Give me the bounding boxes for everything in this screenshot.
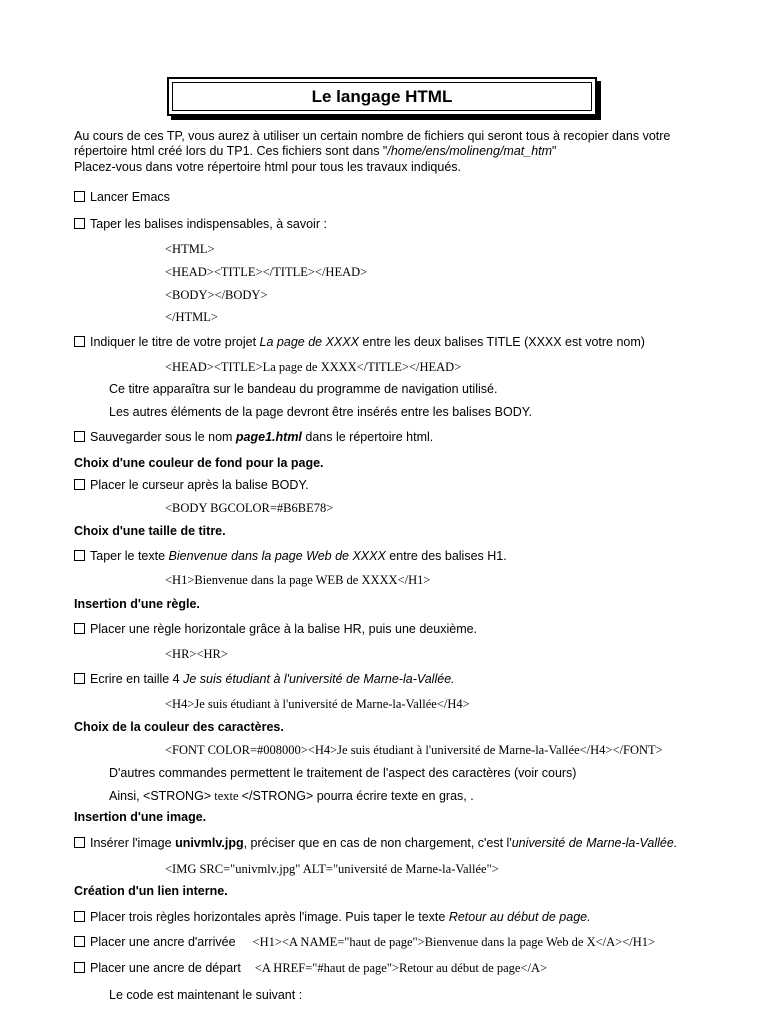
- step-save: [74, 430, 433, 445]
- checkbox-icon: [74, 218, 85, 229]
- step-emphasis: Je suis étudiant à l'université de Marne-la-Vallée.: [183, 672, 455, 686]
- step-text: Placer le curseur après la balise BODY.: [90, 478, 309, 492]
- checkbox-icon: [74, 550, 85, 561]
- section-heading: Choix d'une couleur de fond pour la page.: [74, 456, 324, 470]
- checkbox-icon: [74, 837, 85, 848]
- code-line: <BODY></BODY>: [165, 288, 268, 302]
- checkbox-icon: [74, 911, 85, 922]
- step-anchor-departure: [74, 961, 547, 976]
- step-text: Placer une ancre d'arrivée: [90, 935, 236, 949]
- step-text: dans le répertoire html.: [301, 430, 434, 444]
- step-emphasis: Retour au début de page.: [448, 910, 591, 924]
- step-emphasis: université de Marne-la-Vallée.: [511, 836, 678, 850]
- title-box: [167, 77, 597, 116]
- section-heading: Choix de la couleur des caractères.: [74, 720, 284, 734]
- step-title: [74, 335, 645, 350]
- step-text: Ecrire en taille 4: [90, 672, 184, 686]
- filename: univmlv.jpg: [175, 836, 244, 850]
- step-type-tags: [74, 217, 327, 232]
- checkbox-icon: [74, 623, 85, 634]
- intro-quote: ": [552, 144, 557, 158]
- intro-line-2: [74, 144, 556, 159]
- step-note: Ce titre apparaîtra sur le bandeau du programme de navigation utilisé.: [109, 382, 498, 396]
- step-write-size4: [74, 672, 455, 687]
- step-note: D'autres commandes permettent le traitement de l'aspect des caractères (voir cours): [109, 766, 577, 780]
- step-text: Placer trois règles horizontales après l'image. Puis taper le texte: [90, 910, 449, 924]
- page-title: Le langage HTML: [172, 82, 592, 111]
- section-heading: Création d'un lien interne.: [74, 884, 228, 898]
- step-text: Lancer Emacs: [90, 190, 170, 204]
- step-text: Taper les balises indispensables, à savoir :: [90, 217, 327, 231]
- code-line: <IMG SRC="univmlv.jpg" ALT="université de Marne-la-Vallée">: [165, 862, 499, 876]
- checkbox-icon: [74, 336, 85, 347]
- code-line: <H4>Je suis étudiant à l'université de Marne-la-Vallée</H4>: [165, 697, 470, 711]
- code-line: <HR><HR>: [165, 647, 228, 661]
- checkbox-icon: [74, 479, 85, 490]
- step-emphasis: La page de XXXX: [259, 335, 359, 349]
- step-cursor: [74, 478, 309, 493]
- note-text: texte: [211, 789, 242, 803]
- step-text: Sauvegarder sous le nom: [90, 430, 236, 444]
- step-text: entre des balises H1.: [385, 549, 507, 563]
- step-insert-image: [74, 836, 677, 851]
- step-emphasis: Bienvenue dans la page Web de XXXX: [168, 549, 386, 563]
- code-line: </HTML>: [165, 310, 218, 324]
- note-text: </STRONG> pourra écrire texte en gras, .: [241, 789, 474, 803]
- step-text: Insérer l'image: [90, 836, 176, 850]
- code-line: <HEAD><TITLE></TITLE></HEAD>: [165, 265, 368, 279]
- checkbox-icon: [74, 962, 85, 973]
- section-heading: Choix d'une taille de titre.: [74, 524, 226, 538]
- checkbox-icon: [74, 191, 85, 202]
- step-anchor-arrival: [74, 935, 655, 950]
- final-note: Le code est maintenant le suivant :: [109, 988, 303, 1002]
- step-rule: [74, 622, 477, 637]
- intro-text: répertoire html créé lors du TP1. Ces fichiers sont dans ": [74, 144, 388, 158]
- step-text: Indiquer le titre de votre projet: [90, 335, 260, 349]
- note-text: Ainsi, <STRONG>: [109, 789, 212, 803]
- filename: page1.html: [235, 430, 302, 444]
- checkbox-icon: [74, 431, 85, 442]
- step-text: Placer une règle horizontale grâce à la balise HR, puis une deuxième.: [90, 622, 478, 636]
- inline-code: <H1><A NAME="haut de page">Bienvenue dans la page Web de X</A></H1>: [252, 935, 656, 949]
- section-heading: Insertion d'une image.: [74, 810, 207, 824]
- code-line: <BODY BGCOLOR=#B6BE78>: [165, 501, 334, 515]
- intro-line-3: Placez-vous dans votre répertoire html pour tous les travaux indiqués.: [74, 160, 461, 174]
- step-note: [109, 789, 474, 804]
- code-line: <HTML>: [165, 242, 215, 256]
- step-three-rules: [74, 910, 591, 925]
- step-launch-emacs: [74, 190, 170, 205]
- code-line: <H1>Bienvenue dans la page WEB de XXXX</H1>: [165, 573, 431, 587]
- checkbox-icon: [74, 936, 85, 947]
- step-type-text: [74, 549, 507, 564]
- step-text: , préciser que en cas de non chargement, c'est l': [243, 836, 512, 850]
- section-heading: Insertion d'une règle.: [74, 597, 200, 611]
- checkbox-icon: [74, 673, 85, 684]
- intro-path: /home/ens/molineng/mat_htm: [387, 144, 553, 158]
- code-line: <HEAD><TITLE>La page de XXXX</TITLE></HEAD>: [165, 360, 462, 374]
- step-text: entre les deux balises TITLE (XXXX est votre nom): [358, 335, 645, 349]
- code-line: <FONT COLOR=#008000><H4>Je suis étudiant à l'université de Marne-la-Vallée</H4></FONT>: [165, 743, 663, 757]
- step-text: Placer une ancre de départ: [90, 961, 241, 975]
- step-text: Taper le texte: [90, 549, 169, 563]
- inline-code: <A HREF="#haut de page">Retour au début de page</A>: [254, 961, 548, 975]
- step-note: Les autres éléments de la page devront être insérés entre les balises BODY.: [109, 405, 532, 419]
- intro-line-1: Au cours de ces TP, vous aurez à utiliser un certain nombre de fichiers qui seront tous à recopier dans votre: [74, 129, 671, 143]
